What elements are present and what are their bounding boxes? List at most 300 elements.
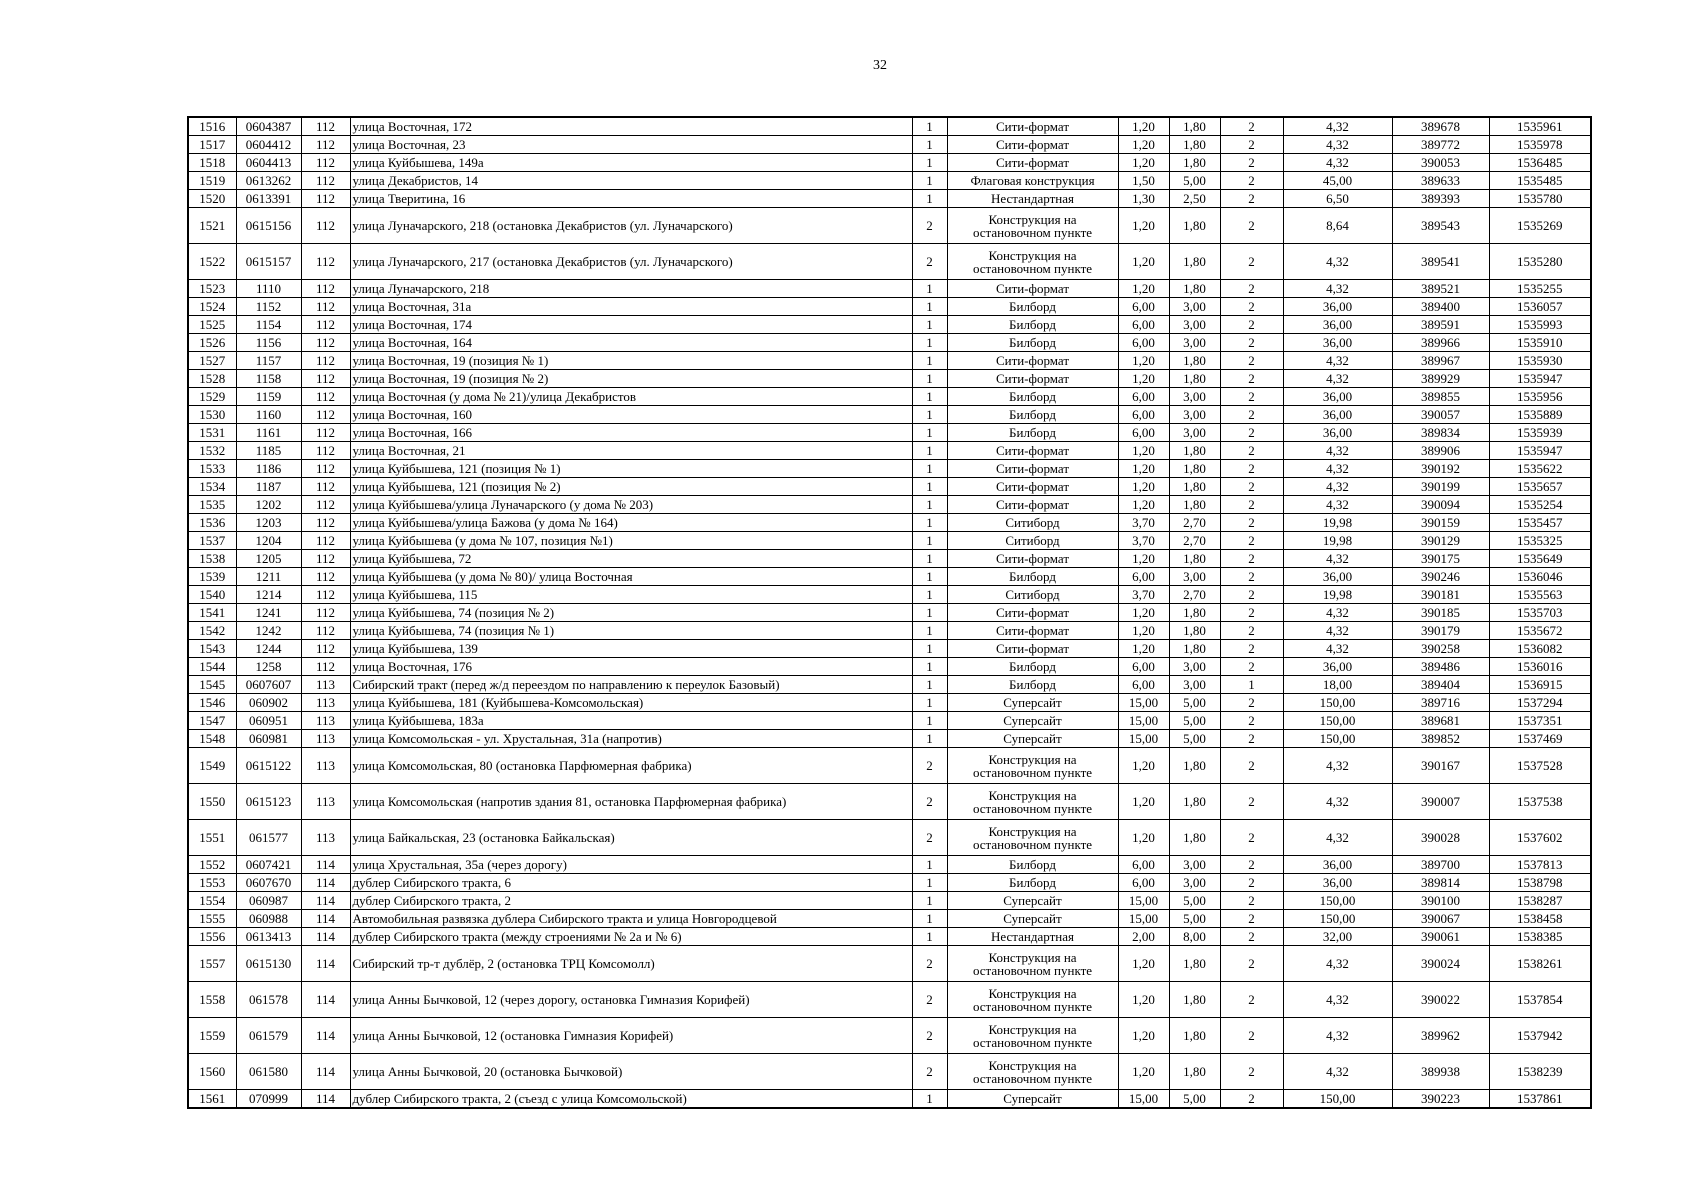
- cell-address: улица Комсомольская (напротив здания 81, остановка Парфюмерная фабрика): [350, 784, 912, 820]
- cell-address: улица Куйбышева/улица Луначарского (у дома № 203): [350, 496, 912, 514]
- cell-row-number: 1543: [188, 640, 236, 658]
- cell-district-code: 113: [301, 784, 350, 820]
- table-row: [188, 1054, 1591, 1090]
- cell-row-number: 1558: [188, 982, 236, 1018]
- cell-height: 5,00: [1169, 1090, 1220, 1109]
- cell-sides-count: 1: [912, 640, 947, 658]
- cell-area: 4,32: [1283, 352, 1392, 370]
- cell-faces: 2: [1220, 388, 1283, 406]
- cell-area: 4,32: [1283, 1018, 1392, 1054]
- cell-construction-id: 0615130: [236, 946, 301, 982]
- cell-width: 1,20: [1118, 748, 1169, 784]
- cell-width: 1,20: [1118, 208, 1169, 244]
- cell-row-number: 1544: [188, 658, 236, 676]
- cell-coord-y: 1537942: [1489, 1018, 1591, 1054]
- cell-address: улица Тверитина, 16: [350, 190, 912, 208]
- cell-faces: 2: [1220, 117, 1283, 136]
- cell-coord-y: 1536016: [1489, 658, 1591, 676]
- cell-coord-y: 1535325: [1489, 532, 1591, 550]
- cell-area: 4,32: [1283, 820, 1392, 856]
- cell-faces: 2: [1220, 748, 1283, 784]
- table-row: [188, 712, 1591, 730]
- cell-height: 5,00: [1169, 172, 1220, 190]
- cell-construction-type: Билборд: [947, 316, 1118, 334]
- cell-area: 4,32: [1283, 496, 1392, 514]
- cell-height: 3,00: [1169, 568, 1220, 586]
- cell-construction-id: 061580: [236, 1054, 301, 1090]
- cell-sides-count: 2: [912, 244, 947, 280]
- cell-area: 36,00: [1283, 406, 1392, 424]
- cell-sides-count: 1: [912, 442, 947, 460]
- cell-area: 8,64: [1283, 208, 1392, 244]
- cell-width: 15,00: [1118, 712, 1169, 730]
- cell-coord-x: 390167: [1392, 748, 1489, 784]
- cell-height: 1,80: [1169, 244, 1220, 280]
- cell-faces: 2: [1220, 586, 1283, 604]
- cell-row-number: 1539: [188, 568, 236, 586]
- cell-area: 19,98: [1283, 514, 1392, 532]
- cell-construction-id: 0604387: [236, 117, 301, 136]
- cell-address: улица Восточная, 160: [350, 406, 912, 424]
- cell-row-number: 1520: [188, 190, 236, 208]
- cell-district-code: 112: [301, 622, 350, 640]
- cell-width: 1,20: [1118, 136, 1169, 154]
- cell-address: улица Восточная, 164: [350, 334, 912, 352]
- cell-coord-x: 390181: [1392, 586, 1489, 604]
- cell-area: 36,00: [1283, 424, 1392, 442]
- cell-construction-type: Суперсайт: [947, 1090, 1118, 1109]
- cell-district-code: 114: [301, 1090, 350, 1109]
- cell-area: 4,32: [1283, 982, 1392, 1018]
- table-row: [188, 370, 1591, 388]
- cell-width: 15,00: [1118, 910, 1169, 928]
- cell-width: 3,70: [1118, 514, 1169, 532]
- cell-row-number: 1519: [188, 172, 236, 190]
- cell-height: 3,00: [1169, 658, 1220, 676]
- cell-row-number: 1551: [188, 820, 236, 856]
- cell-height: 2,50: [1169, 190, 1220, 208]
- cell-construction-id: 1187: [236, 478, 301, 496]
- cell-construction-id: 0615123: [236, 784, 301, 820]
- cell-area: 45,00: [1283, 172, 1392, 190]
- cell-coord-x: 390067: [1392, 910, 1489, 928]
- cell-height: 1,80: [1169, 640, 1220, 658]
- cell-faces: 2: [1220, 172, 1283, 190]
- cell-construction-type: Нестандартная: [947, 928, 1118, 946]
- cell-district-code: 113: [301, 676, 350, 694]
- cell-height: 1,80: [1169, 748, 1220, 784]
- cell-address: дублер Сибирского тракта, 2: [350, 892, 912, 910]
- cell-coord-y: 1535961: [1489, 117, 1591, 136]
- ad-structures-table: [187, 116, 1592, 1109]
- cell-address: улица Восточная, 176: [350, 658, 912, 676]
- cell-row-number: 1534: [188, 478, 236, 496]
- cell-coord-y: 1535780: [1489, 190, 1591, 208]
- table-row: [188, 172, 1591, 190]
- cell-sides-count: 1: [912, 730, 947, 748]
- cell-address: улица Анны Бычковой, 20 (остановка Бычковой): [350, 1054, 912, 1090]
- cell-address: улица Восточная, 174: [350, 316, 912, 334]
- table-row: [188, 730, 1591, 748]
- cell-row-number: 1524: [188, 298, 236, 316]
- cell-row-number: 1533: [188, 460, 236, 478]
- cell-sides-count: 1: [912, 658, 947, 676]
- cell-coord-x: 389906: [1392, 442, 1489, 460]
- cell-height: 1,80: [1169, 604, 1220, 622]
- cell-width: 1,20: [1118, 478, 1169, 496]
- cell-coord-x: 389814: [1392, 874, 1489, 892]
- cell-faces: 2: [1220, 928, 1283, 946]
- cell-construction-id: 1202: [236, 496, 301, 514]
- cell-coord-x: 389521: [1392, 280, 1489, 298]
- cell-faces: 2: [1220, 622, 1283, 640]
- cell-district-code: 112: [301, 568, 350, 586]
- cell-width: 1,20: [1118, 117, 1169, 136]
- cell-area: 4,32: [1283, 478, 1392, 496]
- cell-district-code: 112: [301, 532, 350, 550]
- cell-height: 1,80: [1169, 154, 1220, 172]
- table-row: [188, 352, 1591, 370]
- cell-coord-x: 390024: [1392, 946, 1489, 982]
- cell-address: улица Хрустальная, 35а (через дорогу): [350, 856, 912, 874]
- cell-row-number: 1538: [188, 550, 236, 568]
- cell-faces: 2: [1220, 550, 1283, 568]
- cell-width: 1,50: [1118, 172, 1169, 190]
- cell-construction-type: Конструкция на остановочном пункте: [947, 1054, 1118, 1090]
- cell-sides-count: 1: [912, 117, 947, 136]
- cell-height: 1,80: [1169, 496, 1220, 514]
- cell-district-code: 112: [301, 352, 350, 370]
- cell-district-code: 113: [301, 748, 350, 784]
- cell-construction-id: 060981: [236, 730, 301, 748]
- cell-row-number: 1559: [188, 1018, 236, 1054]
- cell-row-number: 1560: [188, 1054, 236, 1090]
- cell-sides-count: 1: [912, 388, 947, 406]
- cell-address: Автомобильная развязка дублера Сибирского тракта и улица Новгородцевой: [350, 910, 912, 928]
- cell-height: 1,80: [1169, 622, 1220, 640]
- cell-coord-x: 389591: [1392, 316, 1489, 334]
- cell-address: улица Куйбышева, 121 (позиция № 2): [350, 478, 912, 496]
- cell-coord-y: 1536915: [1489, 676, 1591, 694]
- cell-construction-id: 0613262: [236, 172, 301, 190]
- cell-construction-id: 0615122: [236, 748, 301, 784]
- cell-coord-y: 1536485: [1489, 154, 1591, 172]
- cell-coord-y: 1537469: [1489, 730, 1591, 748]
- cell-sides-count: 1: [912, 370, 947, 388]
- cell-area: 4,32: [1283, 460, 1392, 478]
- cell-height: 2,70: [1169, 532, 1220, 550]
- cell-row-number: 1531: [188, 424, 236, 442]
- cell-coord-y: 1536046: [1489, 568, 1591, 586]
- cell-faces: 2: [1220, 334, 1283, 352]
- table-row: [188, 658, 1591, 676]
- cell-width: 6,00: [1118, 334, 1169, 352]
- cell-area: 150,00: [1283, 730, 1392, 748]
- cell-coord-x: 389633: [1392, 172, 1489, 190]
- cell-row-number: 1549: [188, 748, 236, 784]
- cell-faces: 2: [1220, 568, 1283, 586]
- cell-faces: 2: [1220, 442, 1283, 460]
- cell-height: 1,80: [1169, 370, 1220, 388]
- cell-construction-id: 060902: [236, 694, 301, 712]
- cell-construction-type: Суперсайт: [947, 892, 1118, 910]
- cell-height: 3,00: [1169, 334, 1220, 352]
- cell-height: 5,00: [1169, 892, 1220, 910]
- cell-sides-count: 1: [912, 892, 947, 910]
- cell-coord-x: 390007: [1392, 784, 1489, 820]
- cell-sides-count: 1: [912, 136, 947, 154]
- cell-district-code: 112: [301, 496, 350, 514]
- table-row: [188, 892, 1591, 910]
- cell-row-number: 1529: [188, 388, 236, 406]
- cell-row-number: 1537: [188, 532, 236, 550]
- cell-coord-x: 389772: [1392, 136, 1489, 154]
- cell-faces: 2: [1220, 604, 1283, 622]
- cell-coord-y: 1535563: [1489, 586, 1591, 604]
- cell-coord-y: 1535280: [1489, 244, 1591, 280]
- table-container: [187, 116, 1592, 1109]
- cell-district-code: 112: [301, 604, 350, 622]
- cell-district-code: 114: [301, 910, 350, 928]
- cell-sides-count: 1: [912, 478, 947, 496]
- cell-row-number: 1535: [188, 496, 236, 514]
- cell-area: 4,32: [1283, 442, 1392, 460]
- cell-width: 15,00: [1118, 892, 1169, 910]
- cell-sides-count: 1: [912, 316, 947, 334]
- cell-width: 3,70: [1118, 532, 1169, 550]
- cell-coord-x: 389400: [1392, 298, 1489, 316]
- table-row: [188, 1018, 1591, 1054]
- cell-coord-x: 390223: [1392, 1090, 1489, 1109]
- cell-construction-type: Билборд: [947, 856, 1118, 874]
- cell-construction-type: Сити-формат: [947, 496, 1118, 514]
- cell-district-code: 112: [301, 478, 350, 496]
- cell-address: улица Куйбышева, 74 (позиция № 2): [350, 604, 912, 622]
- cell-address: улица Куйбышева, 149а: [350, 154, 912, 172]
- cell-coord-y: 1537602: [1489, 820, 1591, 856]
- cell-coord-y: 1535930: [1489, 352, 1591, 370]
- cell-faces: 2: [1220, 280, 1283, 298]
- cell-construction-id: 1241: [236, 604, 301, 622]
- cell-row-number: 1516: [188, 117, 236, 136]
- cell-district-code: 112: [301, 208, 350, 244]
- cell-construction-id: 070999: [236, 1090, 301, 1109]
- cell-construction-id: 0613391: [236, 190, 301, 208]
- cell-district-code: 112: [301, 316, 350, 334]
- cell-coord-x: 389967: [1392, 352, 1489, 370]
- cell-height: 1,80: [1169, 352, 1220, 370]
- cell-width: 15,00: [1118, 1090, 1169, 1109]
- cell-district-code: 112: [301, 136, 350, 154]
- table-row: [188, 244, 1591, 280]
- cell-coord-y: 1538239: [1489, 1054, 1591, 1090]
- cell-width: 1,20: [1118, 550, 1169, 568]
- cell-district-code: 112: [301, 658, 350, 676]
- table-row: [188, 460, 1591, 478]
- cell-area: 36,00: [1283, 874, 1392, 892]
- cell-width: 2,00: [1118, 928, 1169, 946]
- cell-area: 4,32: [1283, 1054, 1392, 1090]
- cell-coord-x: 389938: [1392, 1054, 1489, 1090]
- cell-height: 5,00: [1169, 730, 1220, 748]
- table-row: [188, 1090, 1591, 1109]
- cell-faces: 2: [1220, 874, 1283, 892]
- cell-width: 6,00: [1118, 298, 1169, 316]
- cell-sides-count: 1: [912, 550, 947, 568]
- cell-address: улица Комсомольская, 80 (остановка Парфюмерная фабрика): [350, 748, 912, 784]
- cell-coord-y: 1535703: [1489, 604, 1591, 622]
- cell-area: 36,00: [1283, 334, 1392, 352]
- cell-coord-x: 390129: [1392, 532, 1489, 550]
- cell-coord-y: 1536057: [1489, 298, 1591, 316]
- cell-coord-x: 389541: [1392, 244, 1489, 280]
- cell-address: улица Восточная, 19 (позиция № 1): [350, 352, 912, 370]
- cell-width: 15,00: [1118, 730, 1169, 748]
- cell-width: 6,00: [1118, 388, 1169, 406]
- cell-district-code: 112: [301, 406, 350, 424]
- cell-construction-id: 0607670: [236, 874, 301, 892]
- cell-coord-y: 1535939: [1489, 424, 1591, 442]
- cell-height: 1,80: [1169, 442, 1220, 460]
- cell-height: 1,80: [1169, 982, 1220, 1018]
- cell-sides-count: 1: [912, 406, 947, 424]
- cell-area: 4,32: [1283, 136, 1392, 154]
- cell-coord-x: 390192: [1392, 460, 1489, 478]
- cell-faces: 2: [1220, 910, 1283, 928]
- cell-coord-y: 1537351: [1489, 712, 1591, 730]
- cell-construction-type: Сити-формат: [947, 478, 1118, 496]
- cell-coord-y: 1536082: [1489, 640, 1591, 658]
- cell-faces: 2: [1220, 640, 1283, 658]
- cell-coord-y: 1537861: [1489, 1090, 1591, 1109]
- cell-construction-id: 1154: [236, 316, 301, 334]
- cell-height: 3,00: [1169, 316, 1220, 334]
- cell-construction-id: 1244: [236, 640, 301, 658]
- cell-sides-count: 1: [912, 514, 947, 532]
- cell-row-number: 1536: [188, 514, 236, 532]
- cell-faces: 2: [1220, 406, 1283, 424]
- cell-construction-id: 1242: [236, 622, 301, 640]
- cell-row-number: 1528: [188, 370, 236, 388]
- table-row: [188, 694, 1591, 712]
- cell-height: 3,00: [1169, 298, 1220, 316]
- cell-row-number: 1552: [188, 856, 236, 874]
- cell-height: 1,80: [1169, 1018, 1220, 1054]
- cell-faces: 2: [1220, 820, 1283, 856]
- cell-construction-id: 1110: [236, 280, 301, 298]
- cell-row-number: 1557: [188, 946, 236, 982]
- cell-construction-id: 1214: [236, 586, 301, 604]
- cell-area: 4,32: [1283, 154, 1392, 172]
- cell-sides-count: 1: [912, 172, 947, 190]
- cell-faces: 2: [1220, 298, 1283, 316]
- cell-district-code: 112: [301, 370, 350, 388]
- cell-height: 3,00: [1169, 424, 1220, 442]
- cell-width: 1,20: [1118, 982, 1169, 1018]
- cell-district-code: 112: [301, 424, 350, 442]
- cell-row-number: 1548: [188, 730, 236, 748]
- cell-faces: 2: [1220, 694, 1283, 712]
- cell-coord-y: 1535485: [1489, 172, 1591, 190]
- cell-construction-id: 1204: [236, 532, 301, 550]
- cell-district-code: 112: [301, 172, 350, 190]
- cell-width: 6,00: [1118, 658, 1169, 676]
- cell-area: 36,00: [1283, 658, 1392, 676]
- cell-sides-count: 1: [912, 532, 947, 550]
- cell-district-code: 114: [301, 856, 350, 874]
- cell-construction-type: Сити-формат: [947, 460, 1118, 478]
- cell-height: 1,80: [1169, 946, 1220, 982]
- cell-area: 4,32: [1283, 370, 1392, 388]
- cell-coord-y: 1535910: [1489, 334, 1591, 352]
- cell-height: 2,70: [1169, 586, 1220, 604]
- cell-area: 150,00: [1283, 910, 1392, 928]
- cell-faces: 2: [1220, 730, 1283, 748]
- cell-construction-id: 1159: [236, 388, 301, 406]
- cell-coord-y: 1535889: [1489, 406, 1591, 424]
- cell-sides-count: 1: [912, 622, 947, 640]
- cell-district-code: 112: [301, 298, 350, 316]
- cell-construction-id: 061579: [236, 1018, 301, 1054]
- cell-construction-id: 0613413: [236, 928, 301, 946]
- cell-height: 1,80: [1169, 784, 1220, 820]
- table-row: [188, 550, 1591, 568]
- cell-height: 1,80: [1169, 820, 1220, 856]
- table-row: [188, 910, 1591, 928]
- cell-row-number: 1541: [188, 604, 236, 622]
- cell-construction-type: Сити-формат: [947, 136, 1118, 154]
- cell-faces: 2: [1220, 424, 1283, 442]
- cell-faces: 2: [1220, 496, 1283, 514]
- cell-address: Сибирский тр-т дублёр, 2 (остановка ТРЦ Комсомолл): [350, 946, 912, 982]
- cell-area: 150,00: [1283, 694, 1392, 712]
- cell-area: 6,50: [1283, 190, 1392, 208]
- cell-coord-x: 390053: [1392, 154, 1489, 172]
- cell-row-number: 1555: [188, 910, 236, 928]
- cell-height: 1,80: [1169, 1054, 1220, 1090]
- cell-row-number: 1542: [188, 622, 236, 640]
- cell-coord-x: 389716: [1392, 694, 1489, 712]
- cell-height: 3,00: [1169, 856, 1220, 874]
- cell-construction-id: 061577: [236, 820, 301, 856]
- cell-faces: 2: [1220, 982, 1283, 1018]
- cell-row-number: 1550: [188, 784, 236, 820]
- cell-sides-count: 1: [912, 460, 947, 478]
- cell-coord-x: 390100: [1392, 892, 1489, 910]
- cell-address: улица Куйбышева, 183а: [350, 712, 912, 730]
- cell-construction-id: 1186: [236, 460, 301, 478]
- cell-coord-y: 1538385: [1489, 928, 1591, 946]
- cell-construction-id: 060988: [236, 910, 301, 928]
- cell-coord-x: 389486: [1392, 658, 1489, 676]
- cell-sides-count: 1: [912, 604, 947, 622]
- cell-district-code: 112: [301, 442, 350, 460]
- cell-height: 1,80: [1169, 478, 1220, 496]
- cell-faces: 2: [1220, 352, 1283, 370]
- cell-coord-y: 1537854: [1489, 982, 1591, 1018]
- cell-height: 1,80: [1169, 550, 1220, 568]
- cell-address: улица Куйбышева, 181 (Куйбышева-Комсомольская): [350, 694, 912, 712]
- table-row: [188, 532, 1591, 550]
- cell-construction-type: Суперсайт: [947, 910, 1118, 928]
- cell-area: 4,32: [1283, 946, 1392, 982]
- cell-coord-x: 389678: [1392, 117, 1489, 136]
- cell-width: 6,00: [1118, 676, 1169, 694]
- cell-sides-count: 1: [912, 910, 947, 928]
- cell-coord-x: 390028: [1392, 820, 1489, 856]
- cell-coord-y: 1535947: [1489, 370, 1591, 388]
- cell-district-code: 112: [301, 154, 350, 172]
